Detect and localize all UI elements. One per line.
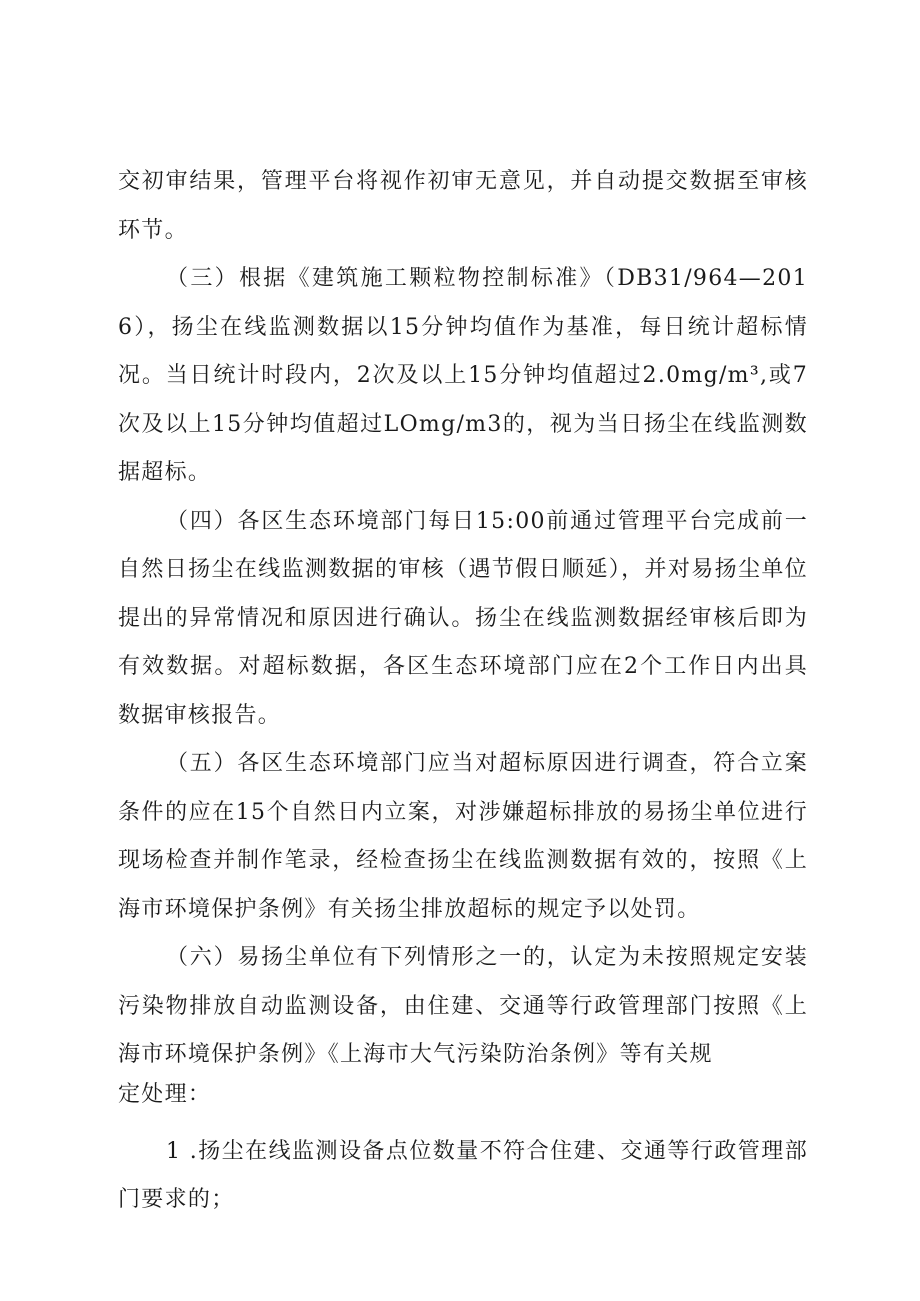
paragraph-item-1: 1 .扬尘在线监测设备点位数量不符合住建、交通等行政管理部门要求的；: [118, 1138, 808, 1212]
paragraph-continuation: 交初审结果，管理平台将视作初审无意见，并自动提交数据至审核环节。: [118, 169, 808, 243]
paragraph-section-6-tail: 定处理：: [118, 1081, 212, 1107]
paragraph-section-3: （三）根据《建筑施工颗粒物控制标准》（DB31/964—2016），扬尘在线监测数据以15分钟均值作为基准，每日统计超标情况。当日统计时段内，2次及以上15分钟均值超过2.0mg/m³,或7次及以上15分钟均值超过LOmg/m3的，视为当日扬尘在线监测数据超标。: [118, 266, 808, 485]
document-body: [118, 158, 808, 1225]
paragraph-section-6: （六）易扬尘单位有下列情形之一的，认定为未按照规定安装污染物排放自动监测设备，由住建、交通等行政管理部门按照《上海市环境保护条例》《上海市大气污染防治条例》等有关规: [118, 945, 808, 1067]
paragraph-section-5: （五）各区生态环境部门应当对超标原因进行调查，符合立案条件的应在15个自然日内立案，对涉嫌超标排放的易扬尘单位进行现场检查并制作笔录，经检查扬尘在线监测数据有效的，按照《上海市环境保护条例》有关扬尘排放超标的规定予以处罚。: [118, 751, 808, 922]
paragraph-section-4: （四）各区生态环境部门每日15:00前通过管理平台完成前一自然日扬尘在线监测数据的审核（遇节假日顺延），并对易扬尘单位提出的异常情况和原因进行确认。扬尘在线监测数据经审核后即为有效数据。对超标数据，各区生态环境部门应在2个工作日内出具数据审核报告。: [118, 508, 808, 728]
